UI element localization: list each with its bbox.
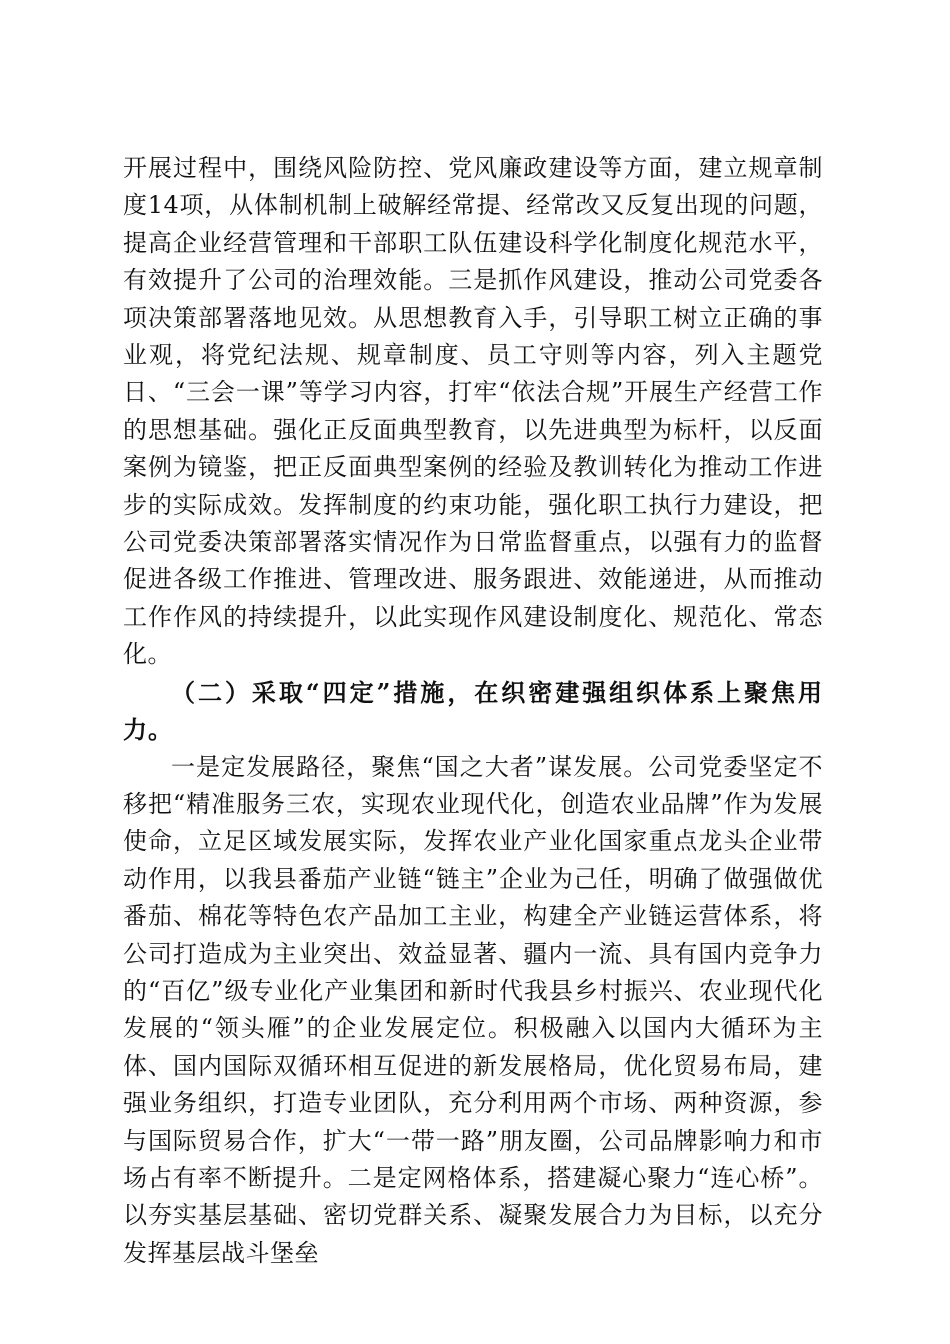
body-paragraph-1: 开展过程中，围绕风险防控、党风廉政建设等方面，建立规章制度14项，从体制机制上破解经常提、经常改又反复出现的问题，提高企业经营管理和干部职工队伍建设科学化制度化规范水平，有效提升了公司的治理效能。三是抓作风建设，推动公司党委各项决策部署落地见效。从思想教育入手，引导职工树立正确的事业观，将党纪法规、规章制度、员工守则等内容，列入主题党日、“三会一课”等学习内容，打牢“依法合规”开展生产经营工作的思想基础。强化正反面典型教育，以先进典型为标杆，以反面案例为镜鉴，把正反面典型案例的经验及教训转化为推动工作进步的实际成效。发挥制度的约束功能，强化职工执行力建设，把公司党委决策部署落实情况作为日常监督重点，以强有力的监督促进各级工作推进、管理改进、服务跟进、效能递进，从而推动工作作风的持续提升，以此实现作风建设制度化、规范化、常态化。	[123, 154, 823, 669]
section-heading: （二）采取“四定”措施，在织密建强组织体系上聚焦用力。	[123, 677, 823, 745]
body-paragraph-2: 一是定发展路径，聚焦“国之大者”谋发展。公司党委坚定不移把“精准服务三农，实现农业现代化，创造农业品牌”作为发展使命，立足区域发展实际，发挥农业产业化国家重点龙头企业带动作用，以我县番茄产业链“链主”企业为己任，明确了做强做优番茄、棉花等特色农产品加工主业，构建全产业链运营体系，将公司打造成为主业突出、效益显著、疆内一流、具有国内竞争力的“百亿”级专业化产业集团和新时代我县乡村振兴、农业现代化发展的“领头雁”的企业发展定位。积极融入以国内大循环为主体、国内国际双循环相互促进的新发展格局，优化贸易布局，建强业务组织，打造专业团队，充分利用两个市场、两种资源，参与国际贸易合作，扩大“一带一路”朋友圈，公司品牌影响力和市场占有率不断提升。二是定网格体系，搭建凝心聚力“连心桥”。以夯实基层基础、密切党群关系、凝聚发展合力为目标，以充分发挥基层战斗堡垒	[123, 752, 823, 1267]
document-page	[123, 150, 823, 1272]
